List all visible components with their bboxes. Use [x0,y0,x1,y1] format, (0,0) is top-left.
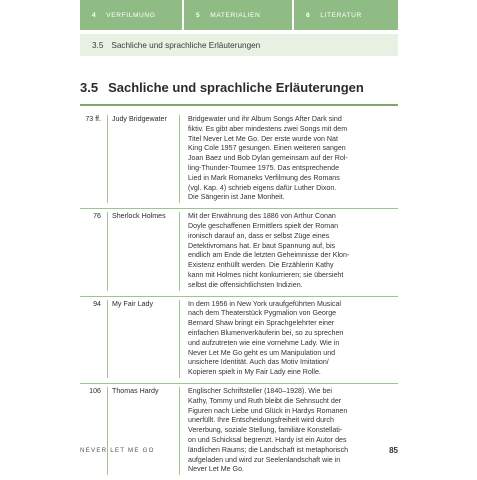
tab-verfilmung[interactable] [80,0,182,30]
line: Bernard Shaw bringt ein Sprachgelehrter einer [188,319,335,328]
line: kann mit Holmes nicht konkurrieren; sie übersieht [188,270,344,279]
table-row [80,384,398,480]
line: ironisch darauf an, dass er selbst Züge eines [188,231,330,240]
line: In dem 1956 in New York uraufgeführten Musical [188,299,341,308]
tab-label: MATERIALIEN [210,11,261,19]
section-number: 3.5 [80,80,99,95]
page-number: 85 [389,446,398,455]
page-reference: 106 [80,387,108,475]
line: Doyle geschaffenen Ermittlers spielt der Roman [188,221,339,230]
tab-number: 5 [196,11,201,19]
line: ländlichen Raums; die Landschaft ist metaphorisch [188,445,349,454]
explanation [188,300,398,378]
table-row [80,112,398,209]
page-reference: 73 ff. [80,115,108,203]
line: Englischer Schriftsteller (1840–1928). Wie bei [188,386,332,395]
line: King Cole 1957 gesungen. Einen weiteren sangen [188,144,346,153]
page-reference: 94 [80,300,108,378]
line: Joan Baez und Bob Dylan gemeinsam auf der Rol- [188,154,348,163]
table-row [80,297,398,384]
book-title: NEVER LET ME GO [80,447,155,454]
tab-materialien[interactable] [184,0,292,30]
term: My Fair Lady [108,300,180,378]
line: Never Let Me Go. [188,465,244,474]
line: und aufzutreten wie eine vornehme Lady. Wie in [188,338,340,347]
tab-number: 4 [92,11,97,19]
line: ling-Thunder-Tournee 1975. Das entsprechende [188,163,340,172]
tab-literatur[interactable] [294,0,398,30]
line: unerfüllt. Ihre Entscheidungsfreiheit wird durch [188,416,334,425]
line: einfachen Blumenverkäuferin bei, so zu sprechen [188,328,344,337]
line: Kathy, Tommy und Ruth bleibt die Sehnsucht der [188,396,342,405]
line: Lied in Mark Romaneks Verfilmung des Romans [188,173,340,182]
line: Figuren nach Liebe und Glück in Hardys Romanen [188,406,348,415]
running-header [80,34,398,56]
tab-label: LITERATUR [320,11,362,19]
line: nach dem Theaterstück Pygmalion von George [188,309,337,318]
term: Judy Bridgewater [108,115,180,203]
line: fiktiv. Es gibt aber mindestens zwei Songs mit dem [188,124,348,133]
running-section-title: Sachliche und sprachliche Erläuterungen [111,40,261,50]
header [0,0,477,62]
line: Mit der Erwähnung des 1886 von Arthur Conan [188,212,336,221]
term: Sherlock Holmes [108,212,180,290]
glossary-table [80,112,398,480]
line: selbst die offensichtlichsten Indizien. [188,280,303,289]
line: Bridgewater und ihr Album Songs After Dark sind [188,115,342,123]
line: Never Let Me Go geht es um Manipulation und [188,348,336,357]
line: Detektivromans hat. Er baut Spannung auf, bis [188,241,336,250]
page-title [80,80,398,95]
line: on und Schicksal begrenzt. Hardy ist ein Autor des [188,435,347,444]
line: unsichere Identität. Auch das Motiv Imitation/ [188,358,329,367]
term: Thomas Hardy [108,387,180,475]
line: (vgl. Kap. 4) schrieb eigens dafür Luther Dixon. [188,183,337,192]
tab-label: VERFILMUNG [106,11,156,19]
page-reference: 76 [80,212,108,290]
line: endlich am Ende die letzten Geheimnisse der Klon- [188,251,350,260]
section-title: Sachliche und sprachliche Erläuterungen [108,80,364,95]
explanation [188,115,398,203]
line: Die Sängerin ist Jane Monheit. [188,193,285,202]
line: aufgeladen und wird zur Seelenlandschaft wie in [188,455,341,464]
explanation [188,212,398,290]
line: Kopieren spielt in My Fair Lady eine Rolle. [188,368,321,377]
page-footer [80,446,398,455]
tab-number: 6 [306,11,311,19]
running-section-number: 3.5 [92,40,104,50]
line: Existenz enthüllt werden. Die Erzählerin Kathy [188,261,334,270]
line: Titel Never Let Me Go. Der erste wurde von Nat [188,134,338,143]
line: Vererbung, soziale Stellung, familiäre Konstellati- [188,426,343,435]
table-row [80,209,398,296]
title-divider [80,104,398,106]
explanation [188,387,398,475]
